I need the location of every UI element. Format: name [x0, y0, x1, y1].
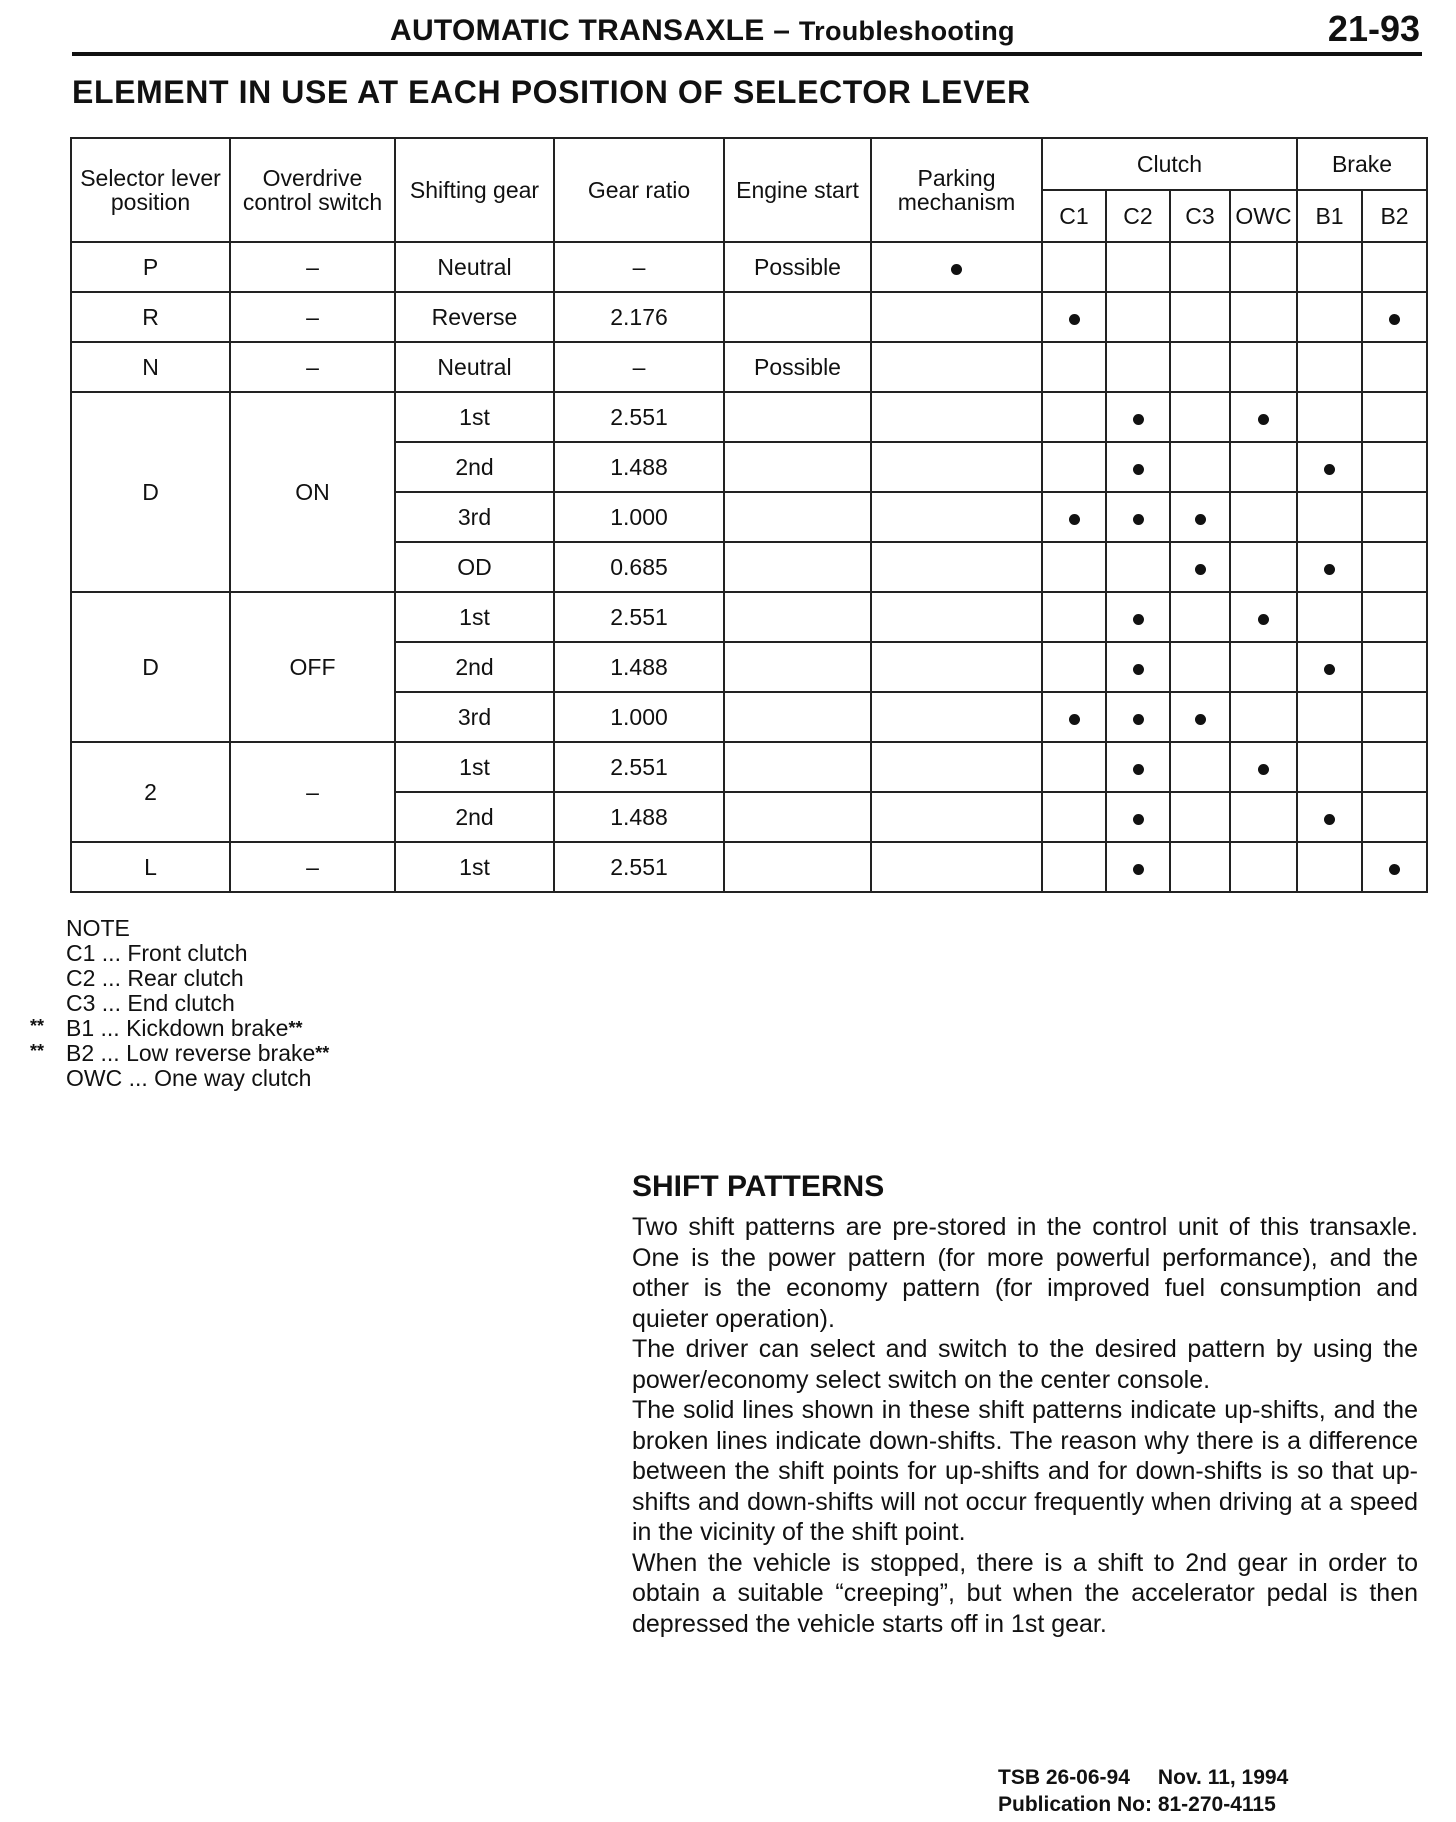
- cell-b1: [1297, 292, 1362, 342]
- cell-engine: [724, 392, 871, 442]
- header-subtitle: Troubleshooting: [798, 16, 1015, 46]
- cell-ratio: 1.000: [554, 492, 724, 542]
- shift-patterns-section: [632, 1170, 1418, 1639]
- table-row: [71, 592, 1427, 642]
- note-marker: **: [288, 1018, 303, 1038]
- cell-engine: [724, 642, 871, 692]
- element-table: [70, 137, 1428, 893]
- page-number: 21-93: [1327, 8, 1420, 49]
- cell-b2: [1362, 492, 1427, 542]
- cell-c2: [1106, 592, 1170, 642]
- cell-gear: 1st: [395, 592, 554, 642]
- cell-parking: [871, 592, 1042, 642]
- cell-engine: [724, 492, 871, 542]
- cell-b2: [1362, 692, 1427, 742]
- cell-parking: [871, 642, 1042, 692]
- note-list: [30, 940, 330, 1091]
- engaged-dot-icon: [1195, 714, 1206, 725]
- cell-b1: [1297, 242, 1362, 292]
- cell-b2: [1362, 592, 1427, 642]
- cell-owc: [1230, 292, 1297, 342]
- cell-c1: [1042, 592, 1106, 642]
- engaged-dot-icon: [1133, 814, 1144, 825]
- header-parking: Parking mechanism: [871, 138, 1042, 242]
- table-row: [71, 842, 1427, 892]
- cell-engine: [724, 742, 871, 792]
- header-c2: C2: [1106, 190, 1170, 242]
- engaged-dot-icon: [1133, 864, 1144, 875]
- cell-gear: 1st: [395, 842, 554, 892]
- engaged-dot-icon: [1069, 514, 1080, 525]
- shift-patterns-title: SHIFT PATTERNS: [632, 1170, 885, 1203]
- cell-c2: [1106, 492, 1170, 542]
- cell-c2: [1106, 392, 1170, 442]
- engaged-dot-icon: [1324, 464, 1335, 475]
- section-title: ELEMENT IN USE AT EACH POSITION OF SELECTOR LEVER: [72, 74, 1031, 110]
- header-b1: B1: [1297, 190, 1362, 242]
- cell-c2: [1106, 742, 1170, 792]
- note-item: [66, 941, 329, 966]
- cell-selector-position: R: [71, 292, 230, 342]
- cell-overdrive-switch: –: [230, 342, 395, 392]
- cell-engine: [724, 442, 871, 492]
- engaged-dot-icon: [1133, 664, 1144, 675]
- cell-engine: [724, 692, 871, 742]
- cell-owc: [1230, 792, 1297, 842]
- cell-overdrive-switch: –: [230, 292, 395, 342]
- cell-engine: [724, 292, 871, 342]
- engaged-dot-icon: [1258, 764, 1269, 775]
- engaged-dot-icon: [1389, 314, 1400, 325]
- cell-b1: [1297, 842, 1362, 892]
- cell-c1: [1042, 292, 1106, 342]
- header-title-main: AUTOMATIC TRANSAXLE: [390, 14, 765, 47]
- cell-gear: 1st: [395, 392, 554, 442]
- cell-selector-position: P: [71, 242, 230, 292]
- shift-paragraph: The driver can select and switch to the desired pattern by using the power/economy select switch on the center console.: [632, 1335, 1418, 1394]
- cell-b2: [1362, 642, 1427, 692]
- cell-overdrive-switch: –: [230, 742, 395, 842]
- engaged-dot-icon: [951, 264, 962, 275]
- cell-c1: [1042, 492, 1106, 542]
- header-ratio: Gear ratio: [554, 138, 724, 242]
- cell-c3: [1170, 592, 1230, 642]
- header-owc: OWC: [1230, 190, 1297, 242]
- cell-parking: [871, 342, 1042, 392]
- engaged-dot-icon: [1069, 314, 1080, 325]
- header-c3: C3: [1170, 190, 1230, 242]
- engaged-dot-icon: [1133, 764, 1144, 775]
- cell-owc: [1230, 542, 1297, 592]
- shift-paragraph: When the vehicle is stopped, there is a shift to 2nd gear in order to obtain a suitable “creeping”, but when the accelerator pedal is then depressed the vehicle starts off in 1st gear.: [632, 1548, 1418, 1638]
- cell-c3: [1170, 542, 1230, 592]
- note-marker: **: [315, 1043, 330, 1063]
- cell-engine: Possible: [724, 342, 871, 392]
- note-item-text: B2 ... Low reverse brake: [66, 1040, 316, 1066]
- note-item: [30, 1015, 329, 1041]
- cell-c3: [1170, 342, 1230, 392]
- cell-b1: [1297, 442, 1362, 492]
- table-body: [71, 242, 1427, 892]
- engaged-dot-icon: [1324, 664, 1335, 675]
- cell-gear: 2nd: [395, 642, 554, 692]
- cell-c3: [1170, 792, 1230, 842]
- cell-owc: [1230, 842, 1297, 892]
- cell-engine: [724, 842, 871, 892]
- cell-gear: Neutral: [395, 342, 554, 392]
- cell-c2: [1106, 342, 1170, 392]
- cell-b1: [1297, 492, 1362, 542]
- cell-owc: [1230, 392, 1297, 442]
- note-item: [66, 991, 329, 1016]
- header-engine: Engine start: [724, 138, 871, 242]
- cell-c1: [1042, 692, 1106, 742]
- note-item: [30, 1040, 330, 1066]
- note-item: [66, 1066, 329, 1091]
- cell-parking: [871, 292, 1042, 342]
- cell-ratio: 1.000: [554, 692, 724, 742]
- page-footer: [998, 1764, 1288, 1818]
- cell-c1: [1042, 642, 1106, 692]
- cell-ratio: 2.551: [554, 392, 724, 442]
- header-title: [390, 14, 1015, 48]
- cell-parking: [871, 542, 1042, 592]
- engaged-dot-icon: [1133, 414, 1144, 425]
- note-item-text: C1 ... Front clutch: [66, 940, 248, 966]
- cell-overdrive-switch: ON: [230, 392, 395, 592]
- header-clutch: Clutch: [1042, 138, 1297, 190]
- cell-owc: [1230, 492, 1297, 542]
- cell-c1: [1042, 842, 1106, 892]
- cell-ratio: 1.488: [554, 442, 724, 492]
- header-overdrive: Overdrive control switch: [230, 138, 395, 242]
- cell-b2: [1362, 342, 1427, 392]
- engaged-dot-icon: [1133, 614, 1144, 625]
- cell-ratio: 1.488: [554, 792, 724, 842]
- cell-gear: Reverse: [395, 292, 554, 342]
- cell-c3: [1170, 492, 1230, 542]
- cell-c2: [1106, 242, 1170, 292]
- cell-owc: [1230, 642, 1297, 692]
- note-marker: **: [30, 1041, 45, 1061]
- note-item: [66, 966, 329, 991]
- cell-engine: [724, 592, 871, 642]
- header-b2: B2: [1362, 190, 1427, 242]
- cell-c2: [1106, 292, 1170, 342]
- cell-c3: [1170, 442, 1230, 492]
- note-item-text: C2 ... Rear clutch: [66, 965, 244, 991]
- cell-parking: [871, 692, 1042, 742]
- cell-c1: [1042, 392, 1106, 442]
- cell-c1: [1042, 742, 1106, 792]
- engaged-dot-icon: [1069, 714, 1080, 725]
- page-header: [72, 8, 1420, 56]
- engaged-dot-icon: [1133, 714, 1144, 725]
- cell-c2: [1106, 842, 1170, 892]
- note-item-text: OWC ... One way clutch: [66, 1065, 312, 1091]
- cell-gear: 3rd: [395, 492, 554, 542]
- cell-b1: [1297, 342, 1362, 392]
- table-row: [71, 392, 1427, 442]
- cell-engine: [724, 792, 871, 842]
- engaged-dot-icon: [1324, 814, 1335, 825]
- cell-selector-position: 2: [71, 742, 230, 842]
- note-title: NOTE: [66, 915, 130, 941]
- engaged-dot-icon: [1324, 564, 1335, 575]
- cell-c2: [1106, 792, 1170, 842]
- cell-c1: [1042, 242, 1106, 292]
- cell-c1: [1042, 792, 1106, 842]
- table-row: [71, 342, 1427, 392]
- cell-c3: [1170, 842, 1230, 892]
- cell-gear: Neutral: [395, 242, 554, 292]
- cell-c2: [1106, 642, 1170, 692]
- header-brake: Brake: [1297, 138, 1427, 190]
- cell-b1: [1297, 392, 1362, 442]
- cell-c3: [1170, 642, 1230, 692]
- cell-ratio: –: [554, 342, 724, 392]
- cell-b2: [1362, 792, 1427, 842]
- shift-paragraph: Two shift patterns are pre-stored in the control unit of this transaxle. One is the power pattern (for more powerful performance), and the other is the economy pattern (for improved fuel consumption and quieter operation).: [632, 1213, 1418, 1333]
- cell-gear: 2nd: [395, 442, 554, 492]
- engaged-dot-icon: [1195, 564, 1206, 575]
- cell-ratio: 2.551: [554, 592, 724, 642]
- cell-selector-position: D: [71, 592, 230, 742]
- cell-overdrive-switch: –: [230, 242, 395, 292]
- cell-c2: [1106, 442, 1170, 492]
- footer-tsb-line: [998, 1764, 1288, 1791]
- cell-overdrive-switch: –: [230, 842, 395, 892]
- cell-c3: [1170, 392, 1230, 442]
- cell-owc: [1230, 692, 1297, 742]
- cell-engine: [724, 542, 871, 592]
- header-c1: C1: [1042, 190, 1106, 242]
- cell-c3: [1170, 292, 1230, 342]
- cell-owc: [1230, 442, 1297, 492]
- cell-parking: [871, 792, 1042, 842]
- cell-ratio: 2.176: [554, 292, 724, 342]
- cell-gear: 2nd: [395, 792, 554, 842]
- cell-c3: [1170, 242, 1230, 292]
- header-shifting: Shifting gear: [395, 138, 554, 242]
- engaged-dot-icon: [1389, 864, 1400, 875]
- table-row: [71, 742, 1427, 792]
- cell-c1: [1042, 542, 1106, 592]
- shift-paragraph: The solid lines shown in these shift patterns indicate up-shifts, and the broken lines indicate down-shifts. The reason why there is a difference between the shift points for up-shifts and for down-shifts is so that up-shifts and down-shifts will not occur frequently when driving at a speed in the vicinity of the shift point.: [632, 1396, 1418, 1546]
- cell-owc: [1230, 342, 1297, 392]
- engaged-dot-icon: [1195, 514, 1206, 525]
- engaged-dot-icon: [1133, 464, 1144, 475]
- note-item-text: C3 ... End clutch: [66, 990, 235, 1016]
- cell-ratio: 2.551: [554, 842, 724, 892]
- cell-gear: 1st: [395, 742, 554, 792]
- cell-b1: [1297, 592, 1362, 642]
- note-item-text: B1 ... Kickdown brake: [66, 1015, 289, 1041]
- cell-b2: [1362, 742, 1427, 792]
- cell-ratio: 1.488: [554, 642, 724, 692]
- cell-owc: [1230, 242, 1297, 292]
- cell-engine: Possible: [724, 242, 871, 292]
- cell-parking: [871, 442, 1042, 492]
- footer-publication: Publication No: 81-270-4115: [998, 1793, 1276, 1816]
- header-selector: Selector lever position: [71, 138, 230, 242]
- cell-gear: 3rd: [395, 692, 554, 742]
- header-dash: –: [773, 14, 791, 47]
- cell-c1: [1042, 442, 1106, 492]
- cell-b1: [1297, 742, 1362, 792]
- cell-b2: [1362, 392, 1427, 442]
- cell-c2: [1106, 542, 1170, 592]
- cell-b2: [1362, 292, 1427, 342]
- cell-parking: [871, 492, 1042, 542]
- header-rule: [72, 52, 1422, 56]
- cell-c3: [1170, 692, 1230, 742]
- cell-b2: [1362, 542, 1427, 592]
- cell-selector-position: N: [71, 342, 230, 392]
- cell-b2: [1362, 242, 1427, 292]
- cell-ratio: 2.551: [554, 742, 724, 792]
- cell-parking: [871, 742, 1042, 792]
- cell-c1: [1042, 342, 1106, 392]
- footer-tsb: TSB 26-06-94: [998, 1766, 1130, 1789]
- footer-date: Nov. 11, 1994: [1157, 1766, 1289, 1789]
- table-row: [71, 292, 1427, 342]
- cell-gear: OD: [395, 542, 554, 592]
- engaged-dot-icon: [1258, 614, 1269, 625]
- cell-parking: [871, 242, 1042, 292]
- cell-ratio: –: [554, 242, 724, 292]
- cell-owc: [1230, 592, 1297, 642]
- cell-c3: [1170, 742, 1230, 792]
- cell-b1: [1297, 692, 1362, 742]
- cell-b1: [1297, 642, 1362, 692]
- cell-ratio: 0.685: [554, 542, 724, 592]
- cell-b1: [1297, 542, 1362, 592]
- engaged-dot-icon: [1133, 514, 1144, 525]
- cell-b2: [1362, 842, 1427, 892]
- cell-overdrive-switch: OFF: [230, 592, 395, 742]
- cell-c2: [1106, 692, 1170, 742]
- cell-parking: [871, 392, 1042, 442]
- cell-owc: [1230, 742, 1297, 792]
- table-row: [71, 242, 1427, 292]
- note-block: [30, 915, 330, 1091]
- shift-patterns-text: [632, 1212, 1418, 1639]
- engaged-dot-icon: [1258, 414, 1269, 425]
- note-marker: **: [30, 1016, 45, 1036]
- cell-b2: [1362, 442, 1427, 492]
- cell-selector-position: D: [71, 392, 230, 592]
- cell-b1: [1297, 792, 1362, 842]
- cell-selector-position: L: [71, 842, 230, 892]
- cell-parking: [871, 842, 1042, 892]
